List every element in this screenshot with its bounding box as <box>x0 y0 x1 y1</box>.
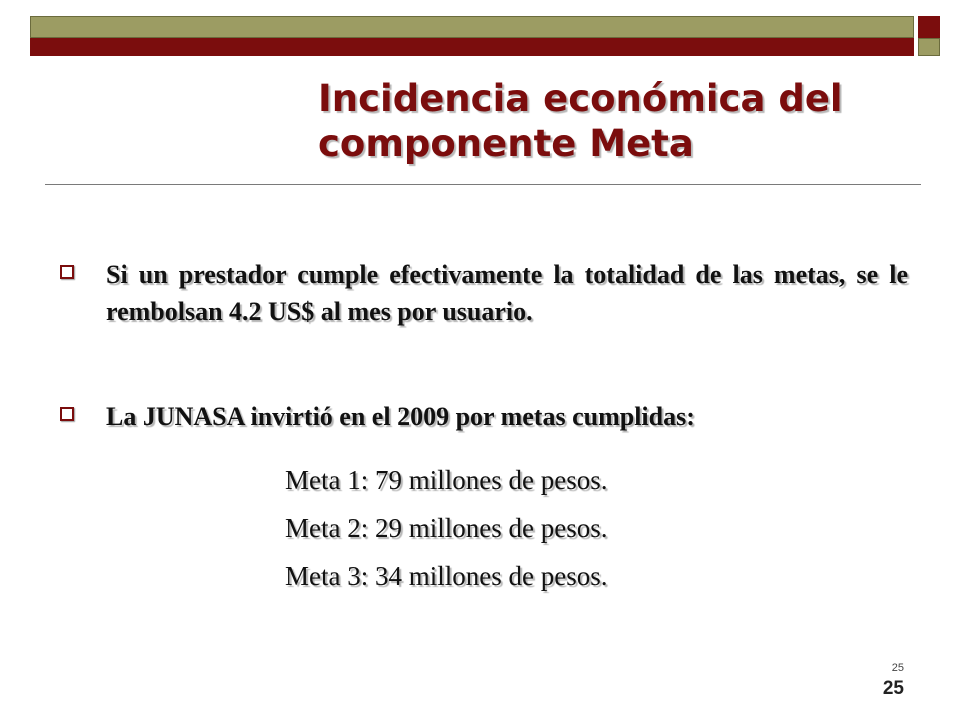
header-corner-square-olive <box>918 38 940 56</box>
bullet-item <box>60 256 908 330</box>
bullet-text: La JUNASA invirtió en el 2009 por metas cumplidas: <box>106 402 695 431</box>
page-number-large: 25 <box>882 678 904 699</box>
meta-line-3: Meta 3: 34 millones de pesos. <box>285 561 608 591</box>
hollow-square-icon <box>60 265 74 279</box>
meta-line-1: Meta 1: 79 millones de pesos. <box>285 465 608 495</box>
slide-title-line-2: componente Meta <box>318 122 694 165</box>
hollow-square-icon <box>60 407 74 421</box>
header-corner-square-maroon <box>918 16 940 38</box>
meta-line-2: Meta 2: 29 millones de pesos. <box>285 513 608 543</box>
slide-title <box>318 76 938 166</box>
title-divider <box>45 184 921 185</box>
page-number-small: 25 <box>891 662 904 674</box>
header-olive-band <box>30 16 914 38</box>
header-maroon-band <box>30 38 914 56</box>
slide-title-line-1: Incidencia económica del <box>318 77 843 120</box>
bullet-text: Si un prestador cumple efectivamente la totalidad de las metas, se le rembolsan 4.2 US$ al mes por usuario. <box>106 260 908 326</box>
bullet-item <box>60 398 908 435</box>
